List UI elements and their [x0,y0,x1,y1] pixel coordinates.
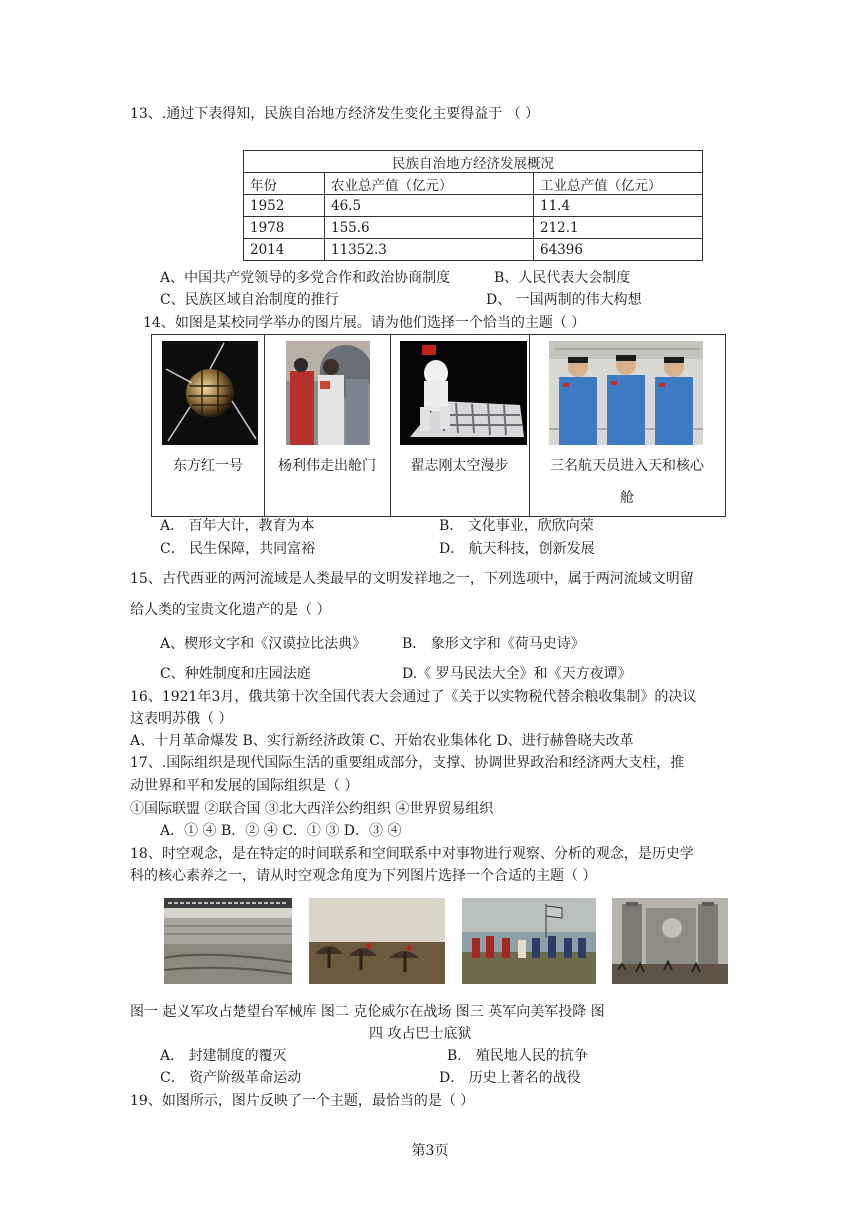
cromwell-battle-painting [309,898,445,984]
q17-items: ①国际联盟 ②联合国 ③北大西洋公约组织 ④世界贸易组织 [130,801,494,817]
q16-options: A、十月革命爆发 B、实行新经济政策 C、开始农业集体化 D、进行赫鲁晓夫改革 [130,733,634,749]
table-cell: 46.5 [325,195,534,217]
page-number: 第3页 [411,1143,449,1159]
q18-captions-line2: 四 攻占巴士底狱 [369,1026,472,1042]
wuchang-uprising-photo [164,898,292,984]
q14-option-d: D． 航天科技，创新发展 [439,541,595,557]
q13-option-a: A、中国共产党领导的多党合作和政治协商制度 [160,270,451,286]
tianhe-crew-photo [549,341,703,445]
q18-stem-line2: 科的核心素养之一，请从时空观念角度为下列图片选择一个合适的主题（ ） [130,868,597,884]
table-cell: 11352.3 [325,239,534,261]
table-header: 工业总产值（亿元） [534,173,703,195]
caption-tianhe-2: 舱 [620,490,634,506]
economy-table [243,150,703,261]
q16-stem-line2: 这表明苏俄（ ） [130,711,233,727]
table-row [244,195,703,217]
caption-dongfanghong: 东方红一号 [173,458,243,474]
q14-option-c: C． 民生保障，共同富裕 [160,541,316,557]
q18-stem-line1: 18、时空观念，是在特定的时间联系和空间联系中对事物进行观察、分析的观念，是历史学 [130,846,694,862]
q13-option-d: D、 一国两制的伟大构想 [486,292,642,308]
astronaut-hatch-photo [286,341,370,445]
gallery-cell [390,335,530,516]
q14-option-a: A． 百年大计，教育为本 [160,518,315,534]
q17-stem-line2: 动世界和平和发展的国际组织是（ ） [130,778,359,794]
spacewalk-photo [400,341,527,445]
picture-exhibition [151,334,726,517]
table-cell: 155.6 [325,217,534,239]
table-cell: 64396 [534,239,703,261]
q18-option-a: A． 封建制度的覆灭 [160,1048,287,1064]
surrender-painting [462,898,596,984]
q15-option-c: C、种姓制度和庄园法庭 [160,666,311,682]
caption-yang-liwei: 杨利伟走出舱门 [278,458,376,474]
q18-captions-line1: 图一 起义军攻占楚望台军械库 图二 克伦威尔在战场 图三 英军向美军投降 图 [130,1004,605,1020]
table-cell: 212.1 [534,217,703,239]
q18-option-d: D． 历史上著名的战役 [439,1070,581,1086]
q13-option-b: B、人民代表大会制度 [494,270,631,286]
q13-stem: 13、.通过下表得知，民族自治地方经济发生变化主要得益于 （ ） [130,106,540,122]
table-cell: 2014 [244,239,325,261]
q17-stem-line1: 17、.国际组织是现代国际生活的重要组成部分，支撑、协调世界政治和经济两大支柱，推 [130,755,685,771]
caption-zhai-zhigang: 翟志刚太空漫步 [410,458,509,474]
q15-option-b: B． 象形文字和《荷马史诗》 [402,636,585,652]
table-cell: 11.4 [534,195,703,217]
satellite-photo [162,341,258,445]
table-header-row [244,173,703,195]
q15-stem-line1: 15、古代西亚的两河流域是人类最早的文明发祥地之一，下列选项中，属于两河流域文明留 [130,571,694,587]
gallery-cell [264,335,391,516]
table-caption: 民族自治地方经济发展概况 [244,151,703,173]
table-cell: 1952 [244,195,325,217]
q15-option-d: D.《 罗马民法大全》和《天方夜谭》 [402,666,632,682]
q18-option-b: B． 殖民地人民的抗争 [447,1048,588,1064]
table-header: 年份 [244,173,325,195]
bastille-painting [612,898,728,984]
q16-stem-line1: 16、1921年3月，俄共第十次全国代表大会通过了《关于以实物税代替余粮收集制》的决议 [130,689,697,705]
caption-tianhe-1: 三名航天员进入天和核心 [550,458,704,474]
q15-stem-line2: 给人类的宝贵文化遗产的是（ ） [130,602,331,618]
q13-option-c: C、民族区域自治制度的推行 [160,292,339,308]
table-row [244,239,703,261]
table-cell: 1978 [244,217,325,239]
q14-option-b: B． 文化事业，欣欣向荣 [439,518,594,534]
q15-option-a: A、楔形文字和《汉谟拉比法典》 [160,636,367,652]
gallery-cell [529,335,725,516]
q18-option-c: C． 资产阶级革命运动 [160,1070,302,1086]
q14-stem: 14、如图是某校同学举办的图片展。请为他们选择一个恰当的主题（ ） [143,315,586,331]
table-row [244,217,703,239]
q19-stem: 19、如图所示，图片反映了一个主题，最恰当的是（ ） [130,1093,475,1109]
table-header: 农业总产值（亿元） [325,173,534,195]
q17-options: A．① ④ B．② ④ C．① ③ D．③ ④ [160,823,402,839]
gallery-cell [152,335,265,516]
